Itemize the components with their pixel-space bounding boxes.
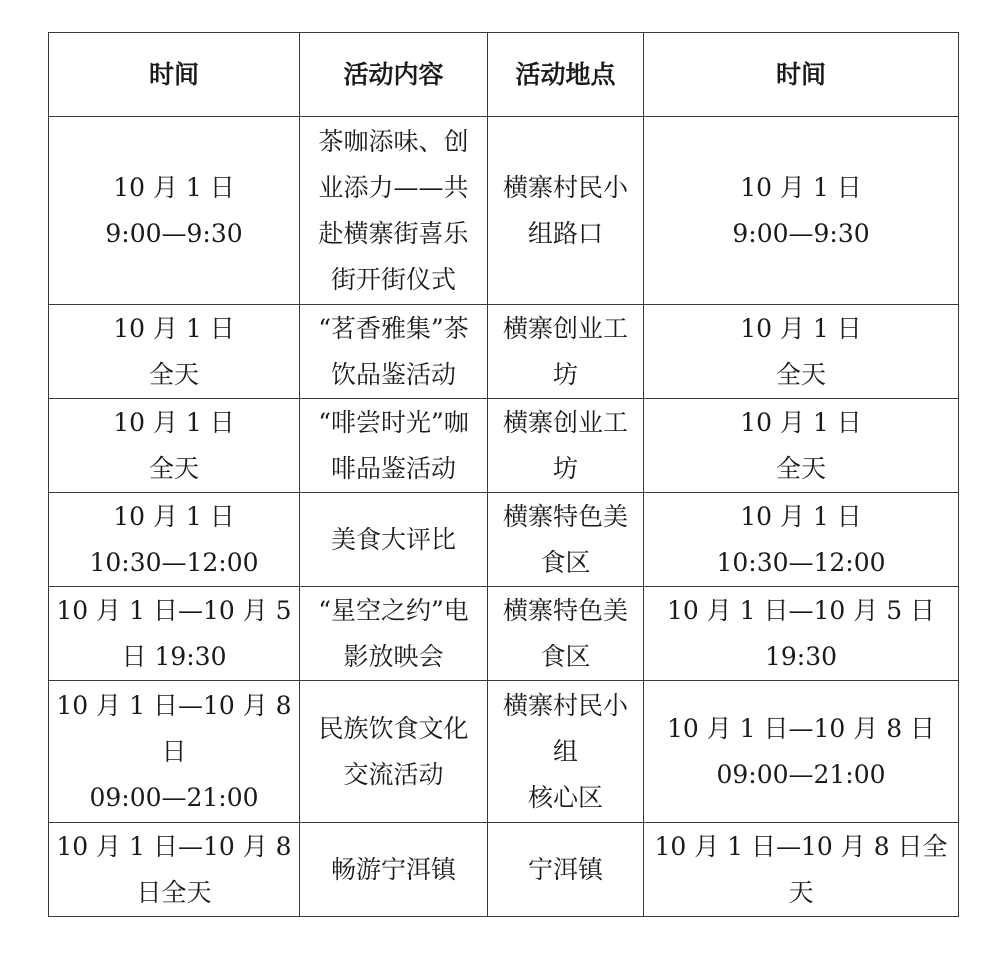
cell-location: 横寨特色美 食区: [488, 493, 644, 587]
cell-location: 横寨特色美 食区: [488, 587, 644, 681]
cell-activity: “啡尝时光”咖 啡品鉴活动: [300, 399, 488, 493]
table-row: [49, 399, 959, 493]
cell-location: 宁洱镇: [488, 823, 644, 917]
cell-location: 横寨创业工 坊: [488, 399, 644, 493]
cell-activity: “星空之约”电 影放映会: [300, 587, 488, 681]
header-location: 活动地点: [488, 33, 644, 117]
table-row: [49, 823, 959, 917]
schedule-table-container: [48, 32, 958, 917]
cell-time-2: 10 月 1 日—10 月 8 日全 天: [644, 823, 959, 917]
cell-time: 10 月 1 日 全天: [49, 305, 300, 399]
cell-location: 横寨村民小 组路口: [488, 117, 644, 305]
table-row: [49, 305, 959, 399]
cell-location: 横寨创业工 坊: [488, 305, 644, 399]
table-header-row: [49, 33, 959, 117]
cell-time-2: 10 月 1 日 10:30—12:00: [644, 493, 959, 587]
cell-activity: 畅游宁洱镇: [300, 823, 488, 917]
cell-time: 10 月 1 日—10 月 8 日全天: [49, 823, 300, 917]
cell-time: 10 月 1 日—10 月 8 日 09:00—21:00: [49, 681, 300, 823]
table-row: [49, 117, 959, 305]
cell-time-2: 10 月 1 日—10 月 5 日 19:30: [644, 587, 959, 681]
header-time: 时间: [49, 33, 300, 117]
table-row: [49, 681, 959, 823]
cell-time-2: 10 月 1 日—10 月 8 日 09:00—21:00: [644, 681, 959, 823]
header-activity: 活动内容: [300, 33, 488, 117]
cell-time: 10 月 1 日 9:00—9:30: [49, 117, 300, 305]
cell-activity: 茶咖添味、创 业添力——共 赴横寨街喜乐 街开街仪式: [300, 117, 488, 305]
cell-time: 10 月 1 日 10:30—12:00: [49, 493, 300, 587]
cell-location: 横寨村民小 组 核心区: [488, 681, 644, 823]
cell-time: 10 月 1 日 全天: [49, 399, 300, 493]
header-time-2: 时间: [644, 33, 959, 117]
table-row: [49, 493, 959, 587]
cell-time-2: 10 月 1 日 全天: [644, 305, 959, 399]
cell-activity: 民族饮食文化 交流活动: [300, 681, 488, 823]
cell-activity: “茗香雅集”茶 饮品鉴活动: [300, 305, 488, 399]
table-row: [49, 587, 959, 681]
schedule-table: [48, 32, 959, 917]
cell-time-2: 10 月 1 日 全天: [644, 399, 959, 493]
cell-time-2: 10 月 1 日 9:00—9:30: [644, 117, 959, 305]
cell-time: 10 月 1 日—10 月 5 日 19:30: [49, 587, 300, 681]
cell-activity: 美食大评比: [300, 493, 488, 587]
